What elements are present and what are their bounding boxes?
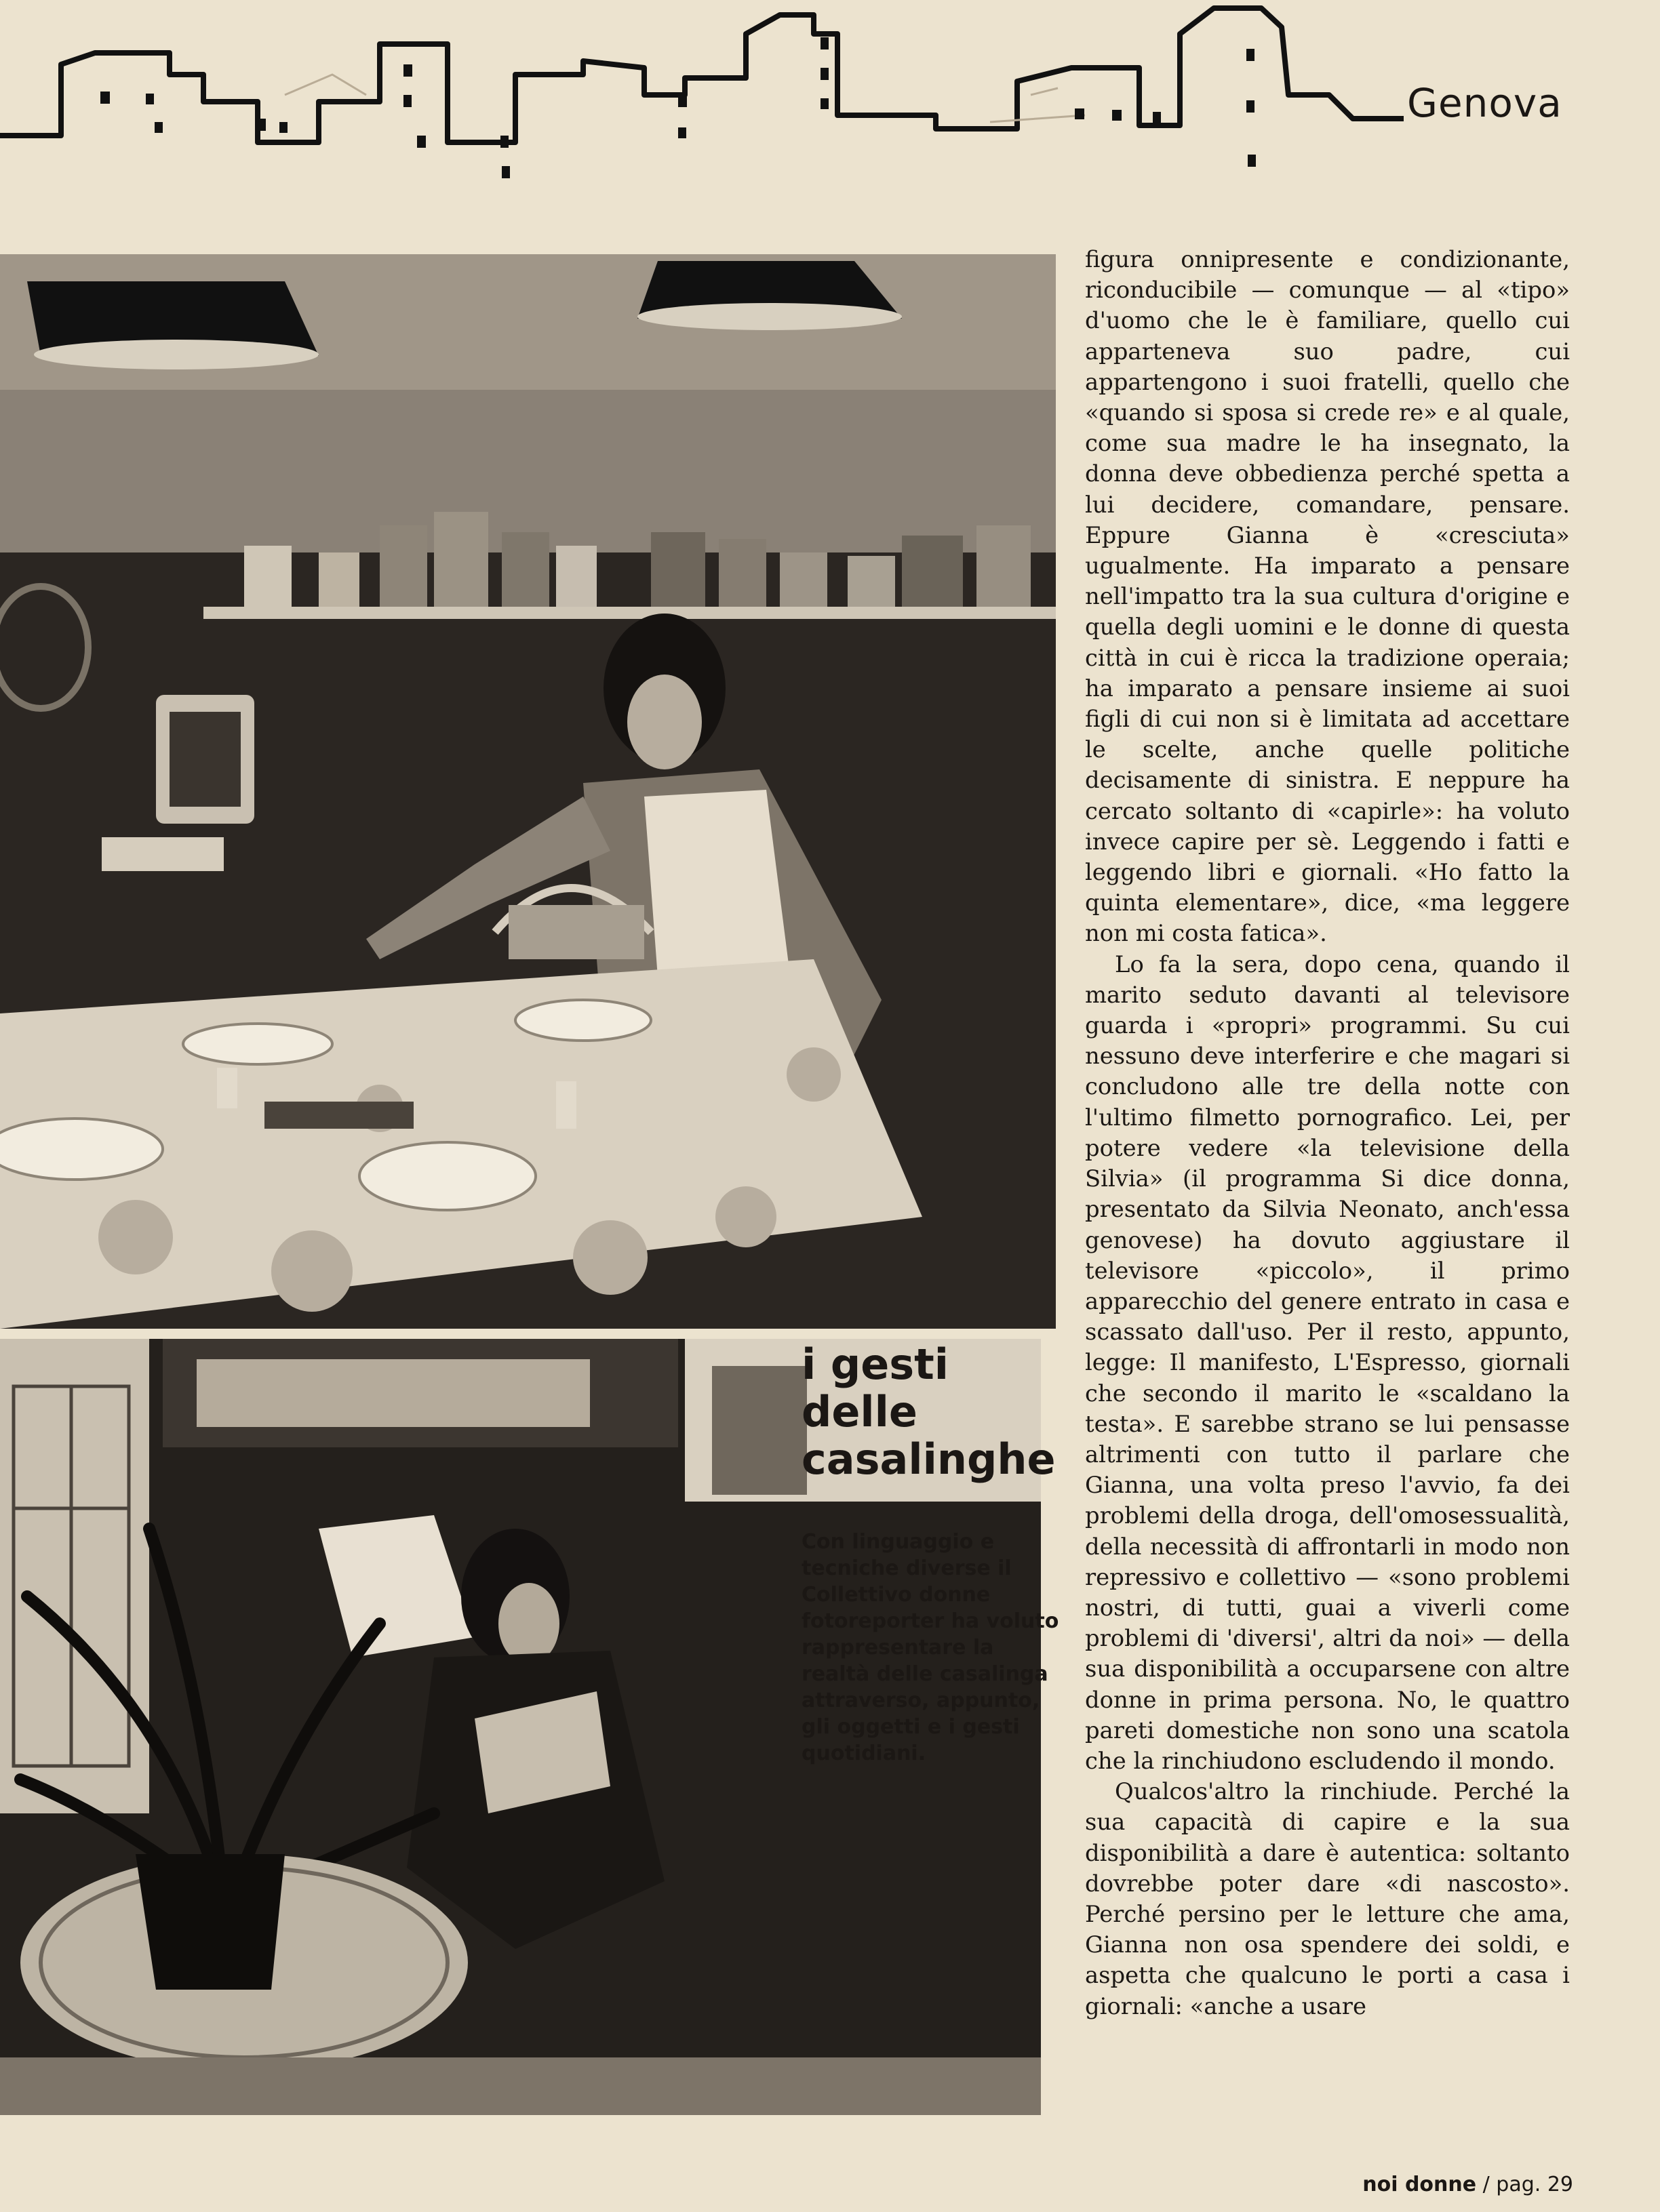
article-paragraph: figura onnipresente e condizionante, riconducibile — comunque — al «tipo» d'uomo che le è familiare, quello cui apparteneva suo padre, cui appartengono i suoi fratelli, quello che «quando si sposa si crede re» e al quale, come sua madre le ha insegnato, la donna deve obbedienza perché spetta a lui decidere, comandare, pensare. Eppure Gianna è «cresciuta» ugualmente. Ha imparato a pensare nell'impatto tra la sua cultura d'origine e quella degli uomini e le donne di questa città in cui è ricca la tradizione operaia; ha imparato a pensare insieme ai suoi figli di cui non si è limitata ad accettare le scelte, anche quelle politiche decisamente di sinistra. E neppure ha cercato soltanto di «capirle»: ha voluto invece capire per sè. Leggendo i fatti e leggendo libri e giornali. «Ho fatto la quinta elementare», dice, «ma leggere non mi costa fatica».: [1085, 246, 1570, 947]
caption-title-line: casalinghe: [802, 1434, 1056, 1484]
caption-title-line: i gesti: [802, 1340, 949, 1389]
caption-title-line: delle: [802, 1387, 917, 1436]
article-column: [1085, 244, 1570, 2022]
caption-title: [802, 1340, 1056, 1484]
caption-text: Con linguaggio e tecniche diverse il Collettivo donne fotoreporter ha voluto rappresentare la realtà delle casalinga attraverso, appunto, gli oggetti e i gesti quotidiani.: [802, 1530, 1059, 1765]
section-title: Genova: [1407, 80, 1562, 126]
page-footer: [1288, 2173, 1573, 2196]
magazine-name: noi donne: [1362, 2173, 1477, 2196]
page-number: / pag. 29: [1482, 2173, 1573, 2196]
photo-woman-setting-table: [0, 254, 1056, 1329]
article-paragraph: Qualcos'altro la rinchiude. Perché la sua capacità di capire e la sua disponibilità a dare è autentica: soltanto dovrebbe poter dare «di nascosto». Perché persino per le letture che ama, Gianna non osa spendere dei soldi, e aspetta che qualcuno le porti a casa i giornali: «anche a usare: [1085, 1778, 1570, 2019]
article-paragraph: Lo fa la sera, dopo cena, quando il marito seduto davanti al televisore guarda i «propri» programmi. Su cui nessuno deve interferire e che magari si concludono alle tre della notte con l'ultimo filmetto pornografico. Lei, per potere vedere «la televisione della Silvia» (il programma Si dice donna, presentato da Silvia Neonato, anch'essa genovese) ha dovuto aggiustare il televisore «piccolo», il primo apparecchio del genere entrato in casa e scassato dall'uso. Per il resto, appunto, legge: Il manifesto, L'Espresso, giornali che secondo il marito le «scaldano la testa». E sarebbe strano se lui pensasse altrimenti con tutto il parlare che Gianna, una volta preso l'avvio, fa dei problemi della droga, dell'omosessualità, della necessità di affrontarli in modo non repressivo e collettivo — «sono problemi nostri, di tutti, guai a viverli come problemi di 'diversi', altri da noi» — della sua disponibilità a occuparsene con altre donne in prima persona. No, le quattro pareti domestiche non sono una scatola che la rinchiudono escludendo il mondo.: [1085, 950, 1570, 1774]
